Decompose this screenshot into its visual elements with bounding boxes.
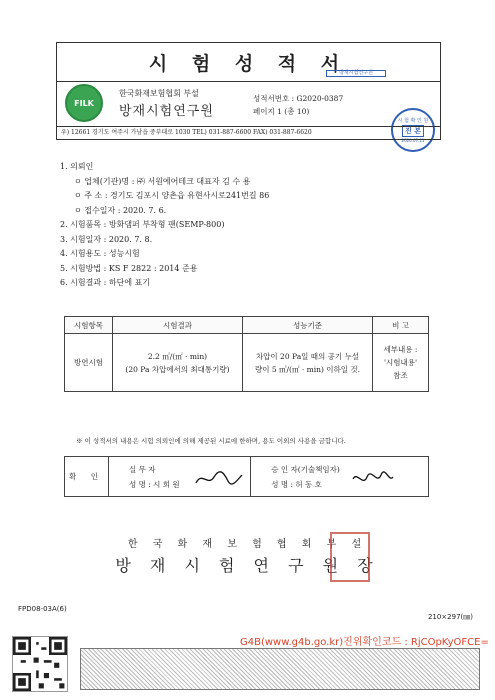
worker-title: 실 무 자 xyxy=(129,464,156,474)
received-date: ㅇ 접수일자 : 2020. 7. 6. xyxy=(74,205,167,215)
g4b-verification-code: G4B(www.g4b.go.kr)진위확인코드 : RjCOpKyOFCE= xyxy=(240,637,489,648)
col-criteria: 성능기준 xyxy=(243,317,373,334)
col-test-item: 시험항목 xyxy=(65,317,113,334)
table-row xyxy=(65,334,429,392)
org-address: 우) 12661 경기도 여주시 가남읍 중부대로 1030 TEL) 031-887-6600 FAX) 031-887-6620 xyxy=(56,126,441,140)
usage-notice: ※ 이 성적서의 내용은 시험 의뢰인에 의해 제공된 시료에 한하며, 용도 이외의 사용을 금합니다. xyxy=(76,437,346,445)
row-remarks xyxy=(373,334,429,392)
org-name: 방재시험연구원 xyxy=(119,104,214,119)
col-remarks: 비 고 xyxy=(373,317,429,334)
seal-top: 시 험 확 인 원 xyxy=(397,118,429,124)
paper-size: 210×297(㎜) xyxy=(427,613,473,621)
remarks-line-3: 참조 xyxy=(393,371,408,380)
client-header: 1. 의뢰인 xyxy=(60,162,94,171)
criteria-line-2: 량이 5 ㎥/(㎡ · min) 이하일 것. xyxy=(254,364,361,374)
signature-table xyxy=(64,456,429,497)
results-header-row xyxy=(65,317,429,334)
approver-name: 성 명 : 허 동 호 xyxy=(271,479,322,489)
approver-title: 승 인 자(기술책임자) xyxy=(271,464,340,474)
client-address: ㅇ 주 소 : 경기도 김포시 양촌읍 유현사시로241번길 86 xyxy=(74,191,270,200)
org-subtitle: 한국화재보험협회 부설 xyxy=(119,89,199,98)
worker-signature xyxy=(194,469,244,489)
cert-no: G2020-0387 xyxy=(296,94,344,103)
criteria-line-1: 차압이 20 Pa일 때의 공기 누설 xyxy=(255,351,360,361)
footer-org-director: 방 재 시 험 연 구 원 장 xyxy=(115,556,380,575)
seal-middle: 진 본 xyxy=(402,125,424,137)
remarks-line-2: '시험내용' xyxy=(383,358,418,367)
official-stamp xyxy=(330,532,370,582)
document-title: 시 험 성 적 서 xyxy=(148,52,349,75)
test-item: 2. 시험품목 : 방화댐퍼 부착형 팬(SEMP-800) xyxy=(60,220,225,229)
remarks-line-1: 세부내용 : xyxy=(383,345,418,354)
security-pattern xyxy=(80,648,480,690)
result-value: 2.2 ㎥/(㎡ · min) xyxy=(147,351,208,361)
row-test-item: 방연시험 xyxy=(65,334,113,392)
test-purpose: 4. 시험용도 : 성능시험 xyxy=(60,249,140,258)
row-criteria xyxy=(243,334,373,392)
test-date: 3. 시험일자 : 2020. 7. 8. xyxy=(60,234,153,244)
sign-label: 확 인 xyxy=(65,457,109,497)
results-table xyxy=(64,316,429,392)
seal-date: 2020.07.21 xyxy=(401,138,425,143)
worker-cell xyxy=(109,457,251,497)
cert-info xyxy=(253,92,343,118)
worker-name: 성 명 : 시 희 원 xyxy=(129,479,180,489)
test-method: 5. 시험방법 : KS F 2822 : 2014 준용 xyxy=(60,263,198,273)
filk-logo xyxy=(65,84,103,122)
test-info-list xyxy=(60,160,269,291)
approver-signature xyxy=(351,469,395,489)
approver-cell xyxy=(251,457,429,497)
seal-bottom: 방재시험연구원 xyxy=(326,70,386,77)
cert-no-label: 성적서번호 : xyxy=(253,94,295,103)
col-test-result: 시험결과 xyxy=(113,317,243,334)
qr-code xyxy=(12,636,68,692)
row-test-result xyxy=(113,334,243,392)
test-result-note: 6. 시험결과 : 하단에 표기 xyxy=(60,278,151,287)
client-company: ㅇ 업체(기관)명 : ㈜ 서원에어테크 대표자 김 수 용 xyxy=(74,176,251,186)
logo-text: FILK xyxy=(74,98,94,108)
form-code: FPD08-03A(6) xyxy=(18,605,67,613)
page-number: 페이지 1 (총 10) xyxy=(253,107,310,116)
footer-org-sub: 한 국 화 재 보 험 협 회 부 설 xyxy=(127,539,368,550)
result-desc: (20 Pa 차압에서의 최대통기량) xyxy=(125,364,230,374)
